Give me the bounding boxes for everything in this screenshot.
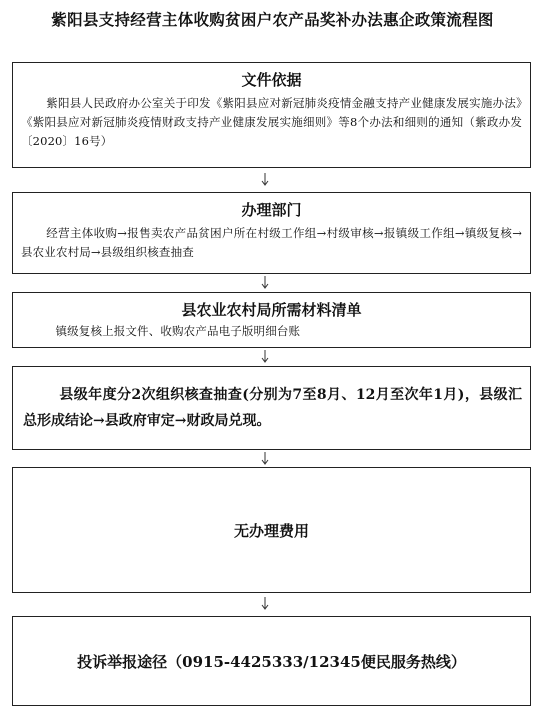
down-arrow-icon	[259, 452, 271, 466]
box-heading-materials-list: 县农业农村局所需材料清单	[181, 301, 362, 319]
flow-box-document-basis	[12, 62, 531, 168]
flow-box-handling-department	[12, 192, 531, 274]
page-title: 紫阳县支持经营主体收购贫困户农产品奖补办法惠企政策流程图	[51, 10, 494, 29]
down-arrow-icon	[259, 173, 271, 187]
box-text-inspection: 县级年度分2次组织核查抽查(分别为7至8月、12月至次年1月)，县级汇总形成结论→县政府审定→财政局兑现。	[23, 387, 522, 429]
flow-box-fees	[12, 467, 531, 593]
box-text-fees: 无办理费用	[233, 521, 309, 540]
down-arrow-icon	[259, 350, 271, 364]
down-arrow-icon	[259, 276, 271, 290]
box-text-materials-list: 镇级复核上报文件、收购农产品电子版明细台账	[55, 324, 301, 338]
box-text-document-basis: 紫阳县人民政府办公室关于印发《紫阳县应对新冠肺炎疫情金融支持产业健康发展实施办法》《紫阳县应对新冠肺炎疫情财政支持产业健康发展实施细则》等8个办法和细则的通知（紫政办发〔2020〕16号）	[21, 96, 522, 148]
box-text-handling-department: 经营主体收购→报售卖农产品贫困户所在村级工作组→村级审核→报镇级工作组→镇级复核→县农业农村局→县级组织核查抽查	[21, 226, 522, 259]
box-text-complaints: 投诉举报途径（0915-4425333/12345便民服务热线）	[77, 652, 466, 671]
flow-box-materials-list	[12, 292, 531, 348]
box-heading-handling-department: 办理部门	[241, 201, 302, 219]
box-heading-document-basis: 文件依据	[241, 71, 302, 89]
flow-box-complaints	[12, 616, 531, 706]
down-arrow-icon	[259, 597, 271, 611]
flow-box-inspection	[12, 366, 531, 450]
